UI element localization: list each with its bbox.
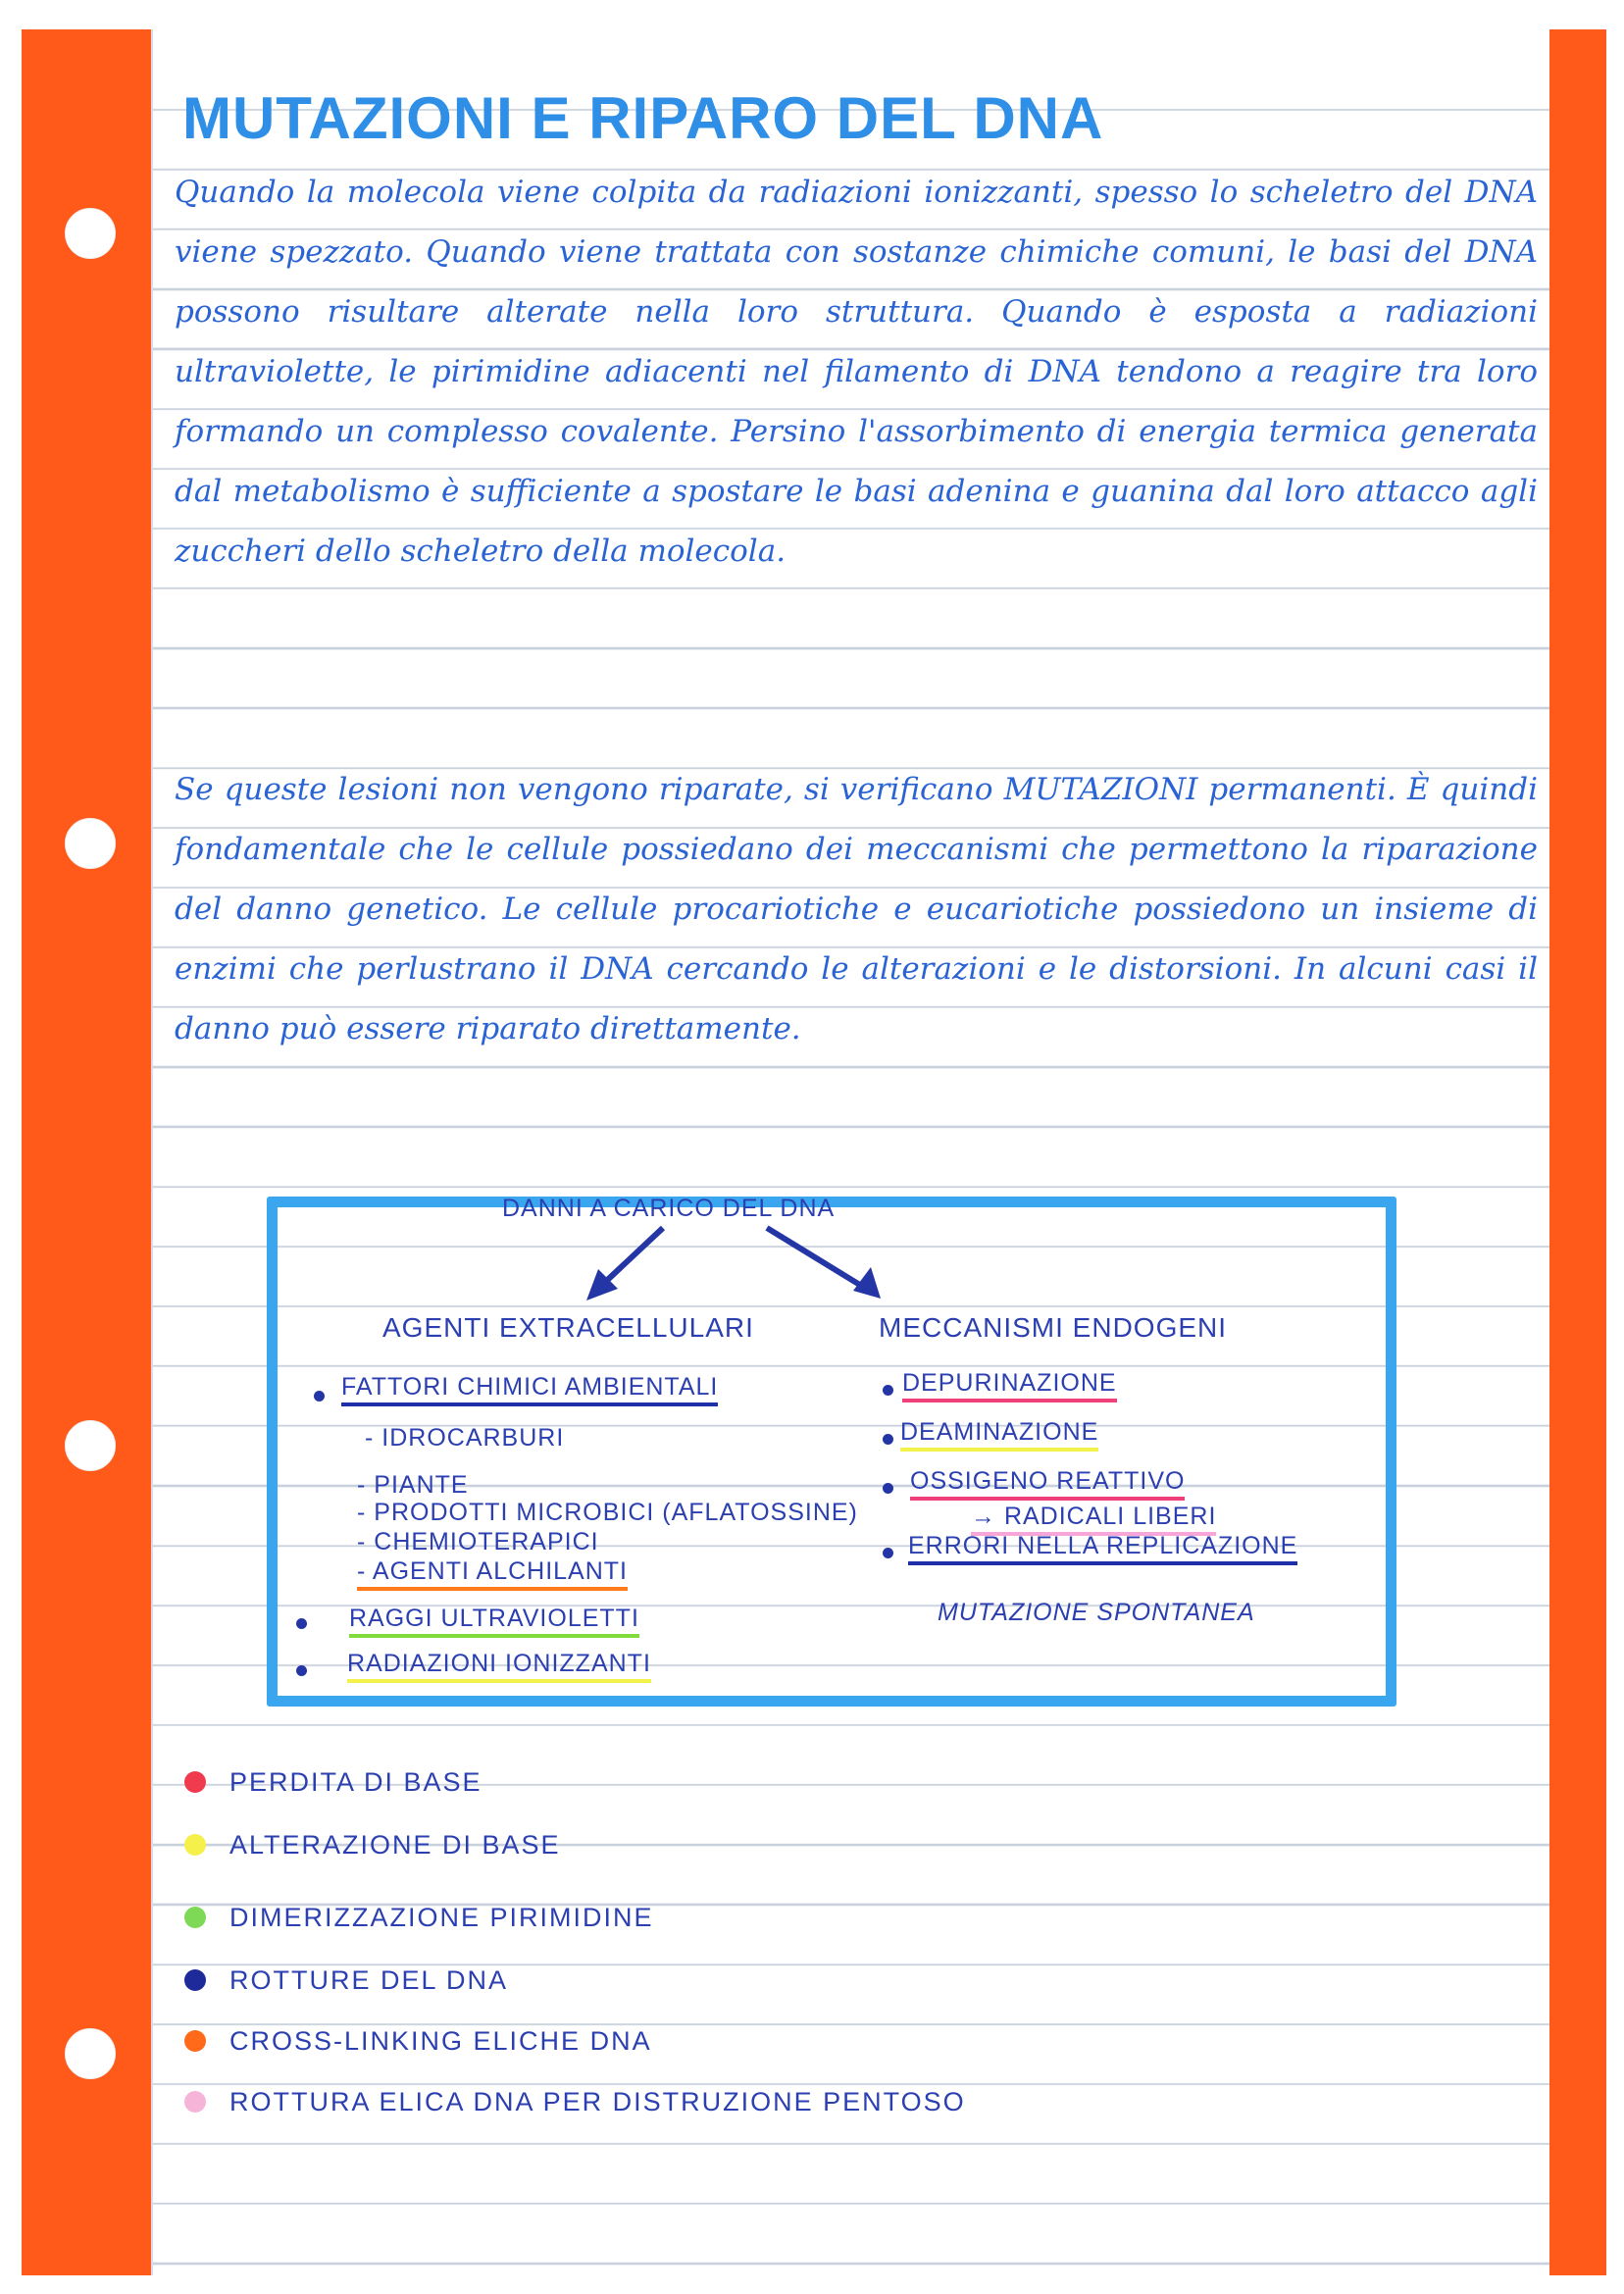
legend-dot-red — [184, 1771, 206, 1793]
legend-item-base-alteration: ALTERAZIONE DI BASE — [229, 1830, 561, 1860]
left-column-heading: AGENTI EXTRACELLULARI — [382, 1312, 754, 1343]
legend-item-base-loss: PERDITA DI BASE — [229, 1767, 482, 1797]
legend-item-dna-breaks: ROTTURE DEL DNA — [229, 1965, 509, 1995]
left-item-hydrocarbons: - IDROCARBURI — [365, 1424, 565, 1452]
left-item-ionizing-radiation: RADIAZIONI IONIZZANTI — [347, 1650, 651, 1683]
legend-item-cross-linking: CROSS-LINKING ELICHE DNA — [229, 2026, 652, 2056]
right-column-heading: MECCANISMI ENDOGENI — [879, 1312, 1228, 1343]
bullet-dot — [296, 1665, 307, 1676]
paragraph-1: Quando la molecola viene colpita da radiazioni ionizzanti, spesso lo scheletro del DNA viene spezzato. Quando viene trattata con sostanze chimiche comuni, le basi del DNA possono risultare alterate nella loro struttura. Quando è esposta a radiazioni ultraviolette, le pirimidine adiacenti nel filamento di DNA tendono a reagire tra loro formando un complesso covalente. Persino l'assorbimento di energia termica generata dal metabolismo è sufficiente a spostare le basi adenina e guanina dal loro attacco agli zuccheri dello scheletro della molecola. — [175, 175, 1538, 569]
legend-dot-navy — [184, 1969, 206, 1991]
arrow-left-shaft — [600, 1228, 663, 1287]
right-item-free-radicals: → RADICALI LIBERI — [971, 1503, 1216, 1536]
right-item-reactive-oxygen: OSSIGENO REATTIVO — [910, 1467, 1185, 1501]
left-item-chemical-factors: FATTORI CHIMICI AMBIENTALI — [341, 1373, 718, 1406]
legend-item-pentose-destruction: ROTTURA ELICA DNA PER DISTRUZIONE PENTOSO — [229, 2087, 966, 2116]
right-item-deamination: DEAMINAZIONE — [900, 1418, 1098, 1452]
bullet-dot — [883, 1483, 893, 1494]
legend-dot-pink — [184, 2091, 206, 2113]
bullet-dot — [314, 1391, 325, 1402]
bullet-dot — [883, 1385, 893, 1396]
paragraph-2: Se queste lesioni non vengono riparate, si verificano MUTAZIONI permanenti. È quindi fondamentale che le cellule possiedano dei meccanismi che permettono la riparazione del danno genetico. Le cellule procariotiche e eucariotiche possiedono un insieme di enzimi che perlustrano il DNA cercando le alterazioni e le distorsioni. In alcuni casi il danno può essere riparato direttamente. — [175, 772, 1538, 1046]
left-item-alkylating-agents: - AGENTI ALCHILANTI — [357, 1557, 628, 1591]
legend-dot-orange — [184, 2030, 206, 2052]
left-item-microbial-products: - PRODOTTI MICROBICI (AFLATOSSINE) — [357, 1499, 858, 1526]
legend-dot-yellow — [184, 1834, 206, 1856]
legend-dot-green — [184, 1907, 206, 1928]
legend-item-pyrimidine-dimerization: DIMERIZZAZIONE PIRIMIDINE — [229, 1903, 654, 1932]
left-item-chemotherapeutics: - CHEMIOTERAPICI — [357, 1528, 599, 1555]
right-item-replication-errors: ERRORI NELLA REPLICAZIONE — [908, 1532, 1297, 1565]
arrow-right-shaft — [767, 1228, 863, 1287]
left-item-plants: - PIANTE — [357, 1471, 469, 1499]
bullet-dot — [883, 1548, 893, 1558]
bullet-dot — [883, 1434, 893, 1445]
page-title: MUTAZIONI E RIPARO DEL DNA — [182, 85, 1104, 151]
right-item-spontaneous-mutation: MUTAZIONE SPONTANEA — [938, 1599, 1255, 1626]
right-item-depurination: DEPURINAZIONE — [902, 1369, 1117, 1402]
bullet-dot — [296, 1618, 307, 1629]
left-item-uv-rays: RAGGI ULTRAVIOLETTI — [349, 1605, 639, 1638]
diagram-title: DANNI A CARICO DEL DNA — [502, 1195, 836, 1222]
